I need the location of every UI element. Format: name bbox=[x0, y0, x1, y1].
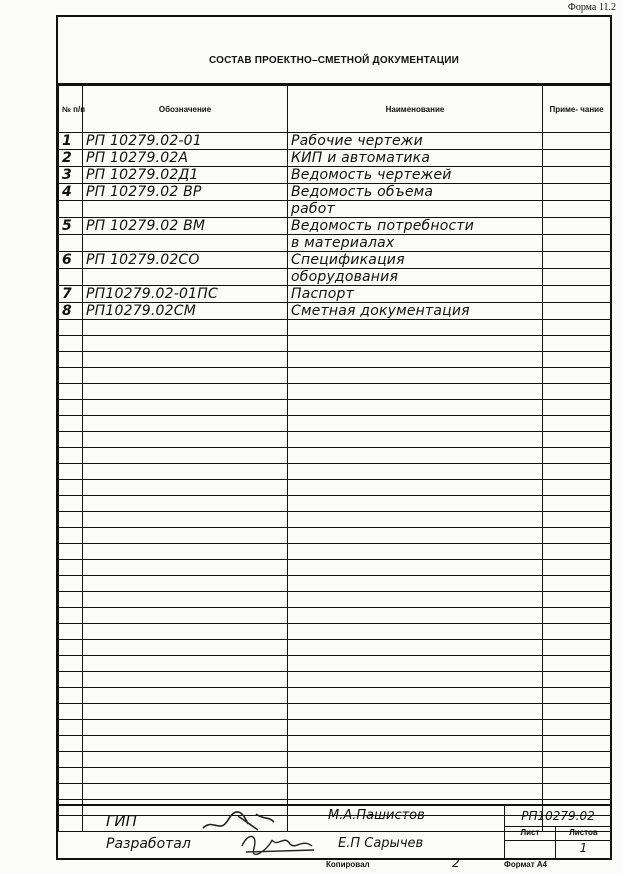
row-note bbox=[543, 720, 611, 736]
row-name: Ведомость потребности bbox=[288, 218, 543, 235]
row-name bbox=[288, 352, 543, 368]
row-code bbox=[83, 269, 288, 286]
row-code bbox=[83, 320, 288, 336]
row-code: РП 10279.02Д1 bbox=[83, 167, 288, 184]
row-name bbox=[288, 464, 543, 480]
row-num bbox=[59, 235, 83, 252]
row-note bbox=[543, 688, 611, 704]
row-num: 4 bbox=[59, 184, 83, 201]
row-num bbox=[59, 416, 83, 432]
row-num bbox=[59, 560, 83, 576]
row-name bbox=[288, 720, 543, 736]
row-name bbox=[288, 624, 543, 640]
table-row bbox=[59, 252, 611, 269]
row-note bbox=[543, 704, 611, 720]
gip-name: М.А.Пашистов bbox=[328, 808, 425, 823]
row-code bbox=[83, 624, 288, 640]
row-name bbox=[288, 592, 543, 608]
table-row bbox=[59, 720, 611, 736]
row-note bbox=[543, 400, 611, 416]
row-code: РП10279.02СМ bbox=[83, 303, 288, 320]
row-note bbox=[543, 768, 611, 784]
row-num bbox=[59, 704, 83, 720]
row-code bbox=[83, 608, 288, 624]
row-name bbox=[288, 736, 543, 752]
row-name bbox=[288, 432, 543, 448]
row-num bbox=[59, 592, 83, 608]
row-name: Спецификация bbox=[288, 252, 543, 269]
row-code: РП 10279.02 ВМ bbox=[83, 218, 288, 235]
row-num bbox=[59, 528, 83, 544]
row-name bbox=[288, 672, 543, 688]
row-num: 6 bbox=[59, 252, 83, 269]
row-code bbox=[83, 528, 288, 544]
row-note bbox=[543, 416, 611, 432]
row-name bbox=[288, 528, 543, 544]
row-num: 2 bbox=[59, 150, 83, 167]
table-row bbox=[59, 528, 611, 544]
row-num bbox=[59, 320, 83, 336]
sheets-value: 1 bbox=[579, 841, 588, 855]
row-num: 1 bbox=[59, 133, 83, 150]
row-num bbox=[59, 640, 83, 656]
row-name bbox=[288, 608, 543, 624]
row-code bbox=[83, 720, 288, 736]
row-code bbox=[83, 784, 288, 800]
row-name bbox=[288, 768, 543, 784]
row-note bbox=[543, 576, 611, 592]
row-name bbox=[288, 400, 543, 416]
table-row bbox=[59, 576, 611, 592]
document-frame bbox=[56, 15, 612, 860]
developer-name: Е.П Сарычев bbox=[338, 836, 424, 851]
row-code bbox=[83, 432, 288, 448]
row-name bbox=[288, 384, 543, 400]
row-note bbox=[543, 448, 611, 464]
row-num bbox=[59, 512, 83, 528]
document-title: СОСТАВ ПРОЕКТНО–СМЕТНОЙ ДОКУМЕНТАЦИИ bbox=[208, 55, 460, 66]
row-note bbox=[543, 496, 611, 512]
row-num bbox=[59, 384, 83, 400]
table-row bbox=[59, 784, 611, 800]
row-code bbox=[83, 464, 288, 480]
table-row bbox=[59, 624, 611, 640]
row-code bbox=[83, 736, 288, 752]
row-num bbox=[59, 269, 83, 286]
row-code bbox=[83, 592, 288, 608]
table-row bbox=[59, 352, 611, 368]
table-row bbox=[59, 560, 611, 576]
row-num bbox=[59, 496, 83, 512]
row-num bbox=[59, 720, 83, 736]
row-num bbox=[59, 768, 83, 784]
row-code bbox=[83, 400, 288, 416]
row-num bbox=[59, 672, 83, 688]
table-row bbox=[59, 672, 611, 688]
row-note bbox=[543, 201, 611, 218]
row-name bbox=[288, 448, 543, 464]
row-name bbox=[288, 320, 543, 336]
row-note bbox=[543, 736, 611, 752]
row-code bbox=[83, 752, 288, 768]
row-num bbox=[59, 736, 83, 752]
row-name bbox=[288, 656, 543, 672]
row-note bbox=[543, 150, 611, 167]
table-row bbox=[59, 218, 611, 235]
table-row bbox=[59, 608, 611, 624]
row-name bbox=[288, 512, 543, 528]
row-code bbox=[83, 576, 288, 592]
table-row bbox=[59, 688, 611, 704]
row-num: 3 bbox=[59, 167, 83, 184]
row-note bbox=[543, 528, 611, 544]
row-num bbox=[59, 464, 83, 480]
copied-mark: 2 bbox=[452, 856, 460, 870]
row-code bbox=[83, 496, 288, 512]
row-note bbox=[543, 656, 611, 672]
row-note bbox=[543, 592, 611, 608]
row-note bbox=[543, 303, 611, 320]
row-code bbox=[83, 688, 288, 704]
table-header-row bbox=[59, 86, 611, 133]
table-row bbox=[59, 201, 611, 218]
row-name bbox=[288, 368, 543, 384]
row-num bbox=[59, 201, 83, 218]
row-name bbox=[288, 416, 543, 432]
table-row bbox=[59, 496, 611, 512]
row-code bbox=[83, 640, 288, 656]
row-note bbox=[543, 368, 611, 384]
row-note bbox=[543, 752, 611, 768]
row-name bbox=[288, 336, 543, 352]
header-num: № п/п bbox=[59, 86, 83, 133]
table-row bbox=[59, 269, 611, 286]
row-name bbox=[288, 784, 543, 800]
row-num bbox=[59, 544, 83, 560]
table-row bbox=[59, 336, 611, 352]
gip-label: ГИП bbox=[106, 812, 137, 830]
row-code bbox=[83, 416, 288, 432]
row-num bbox=[59, 448, 83, 464]
row-note bbox=[543, 512, 611, 528]
row-code bbox=[83, 656, 288, 672]
documents-table bbox=[58, 85, 611, 832]
table-row bbox=[59, 736, 611, 752]
row-code bbox=[83, 704, 288, 720]
row-code bbox=[83, 384, 288, 400]
row-code bbox=[83, 560, 288, 576]
form-label: Форма 11.2 bbox=[567, 2, 616, 13]
row-num bbox=[59, 480, 83, 496]
row-note bbox=[543, 252, 611, 269]
row-note bbox=[543, 320, 611, 336]
sheets-label: Листов bbox=[556, 826, 611, 841]
row-num bbox=[59, 656, 83, 672]
sheet-value bbox=[505, 841, 556, 860]
row-name: КИП и автоматика bbox=[288, 150, 543, 167]
table-row bbox=[59, 368, 611, 384]
row-num bbox=[59, 400, 83, 416]
row-name: Рабочие чертежи bbox=[288, 133, 543, 150]
row-note bbox=[543, 235, 611, 252]
row-code bbox=[83, 368, 288, 384]
row-num bbox=[59, 608, 83, 624]
row-num bbox=[59, 368, 83, 384]
table-row bbox=[59, 184, 611, 201]
row-num bbox=[59, 624, 83, 640]
header-note: Приме- чание bbox=[543, 86, 611, 133]
row-note bbox=[543, 624, 611, 640]
row-code bbox=[83, 480, 288, 496]
row-name bbox=[288, 560, 543, 576]
row-name bbox=[288, 496, 543, 512]
row-code bbox=[83, 336, 288, 352]
table-row bbox=[59, 656, 611, 672]
row-note bbox=[543, 218, 611, 235]
row-note bbox=[543, 640, 611, 656]
row-code bbox=[83, 352, 288, 368]
developer-label: Разработал bbox=[106, 836, 191, 852]
row-note bbox=[543, 432, 611, 448]
row-name bbox=[288, 544, 543, 560]
doc-code: РП10279.02 bbox=[505, 806, 611, 827]
row-code bbox=[83, 201, 288, 218]
header-name: Наименование bbox=[288, 86, 543, 133]
row-name bbox=[288, 576, 543, 592]
row-name bbox=[288, 480, 543, 496]
row-note bbox=[543, 184, 611, 201]
row-name: в материалах bbox=[288, 235, 543, 252]
row-note bbox=[543, 560, 611, 576]
row-num bbox=[59, 336, 83, 352]
row-code: РП10279.02-01ПС bbox=[83, 286, 288, 303]
row-code bbox=[83, 235, 288, 252]
sheet-label: Лист bbox=[505, 826, 556, 841]
row-code: РП 10279.02 ВР bbox=[83, 184, 288, 201]
row-name bbox=[288, 704, 543, 720]
row-num: 5 bbox=[59, 218, 83, 235]
table-row bbox=[59, 235, 611, 252]
row-note bbox=[543, 133, 611, 150]
row-note bbox=[543, 336, 611, 352]
row-num bbox=[59, 576, 83, 592]
row-code: РП 10279.02СО bbox=[83, 252, 288, 269]
table-row bbox=[59, 303, 611, 320]
row-code bbox=[83, 768, 288, 784]
row-note bbox=[543, 269, 611, 286]
row-name bbox=[288, 752, 543, 768]
table-row bbox=[59, 432, 611, 448]
format-label: Формат А4 bbox=[504, 860, 548, 869]
table-row bbox=[59, 320, 611, 336]
developer-signature bbox=[238, 828, 318, 856]
row-name: работ bbox=[288, 201, 543, 218]
table-row bbox=[59, 167, 611, 184]
table-body bbox=[59, 133, 611, 832]
table-row bbox=[59, 640, 611, 656]
title-block bbox=[58, 804, 610, 858]
copied-label: Копировал bbox=[326, 860, 370, 869]
row-note bbox=[543, 544, 611, 560]
table-row bbox=[59, 704, 611, 720]
row-name: Ведомость объема bbox=[288, 184, 543, 201]
row-num bbox=[59, 784, 83, 800]
row-num bbox=[59, 432, 83, 448]
table-row bbox=[59, 448, 611, 464]
table-row bbox=[59, 150, 611, 167]
table-row bbox=[59, 400, 611, 416]
row-num bbox=[59, 688, 83, 704]
header-code: Обозначение bbox=[83, 86, 288, 133]
row-note bbox=[543, 464, 611, 480]
row-code bbox=[83, 544, 288, 560]
table-row bbox=[59, 133, 611, 150]
row-note bbox=[543, 384, 611, 400]
row-name: Сметная документация bbox=[288, 303, 543, 320]
row-note bbox=[543, 784, 611, 800]
row-note bbox=[543, 608, 611, 624]
row-code bbox=[83, 512, 288, 528]
row-note bbox=[543, 480, 611, 496]
row-num bbox=[59, 752, 83, 768]
row-code bbox=[83, 672, 288, 688]
row-name: оборудования bbox=[288, 269, 543, 286]
row-code bbox=[83, 448, 288, 464]
row-note bbox=[543, 672, 611, 688]
row-num bbox=[59, 352, 83, 368]
table-row bbox=[59, 416, 611, 432]
row-name bbox=[288, 688, 543, 704]
table-row bbox=[59, 768, 611, 784]
table-row bbox=[59, 752, 611, 768]
table-row bbox=[59, 592, 611, 608]
title-box bbox=[58, 17, 610, 85]
row-note bbox=[543, 167, 611, 184]
stamp-block bbox=[504, 806, 611, 860]
table-row bbox=[59, 286, 611, 303]
row-code: РП 10279.02А bbox=[83, 150, 288, 167]
table-row bbox=[59, 544, 611, 560]
row-name: Ведомость чертежей bbox=[288, 167, 543, 184]
row-note bbox=[543, 352, 611, 368]
row-code: РП 10279.02-01 bbox=[83, 133, 288, 150]
table-row bbox=[59, 464, 611, 480]
table-row bbox=[59, 384, 611, 400]
table-row bbox=[59, 512, 611, 528]
row-num: 8 bbox=[59, 303, 83, 320]
row-num: 7 bbox=[59, 286, 83, 303]
row-note bbox=[543, 286, 611, 303]
row-name bbox=[288, 640, 543, 656]
row-name: Паспорт bbox=[288, 286, 543, 303]
table-row bbox=[59, 480, 611, 496]
